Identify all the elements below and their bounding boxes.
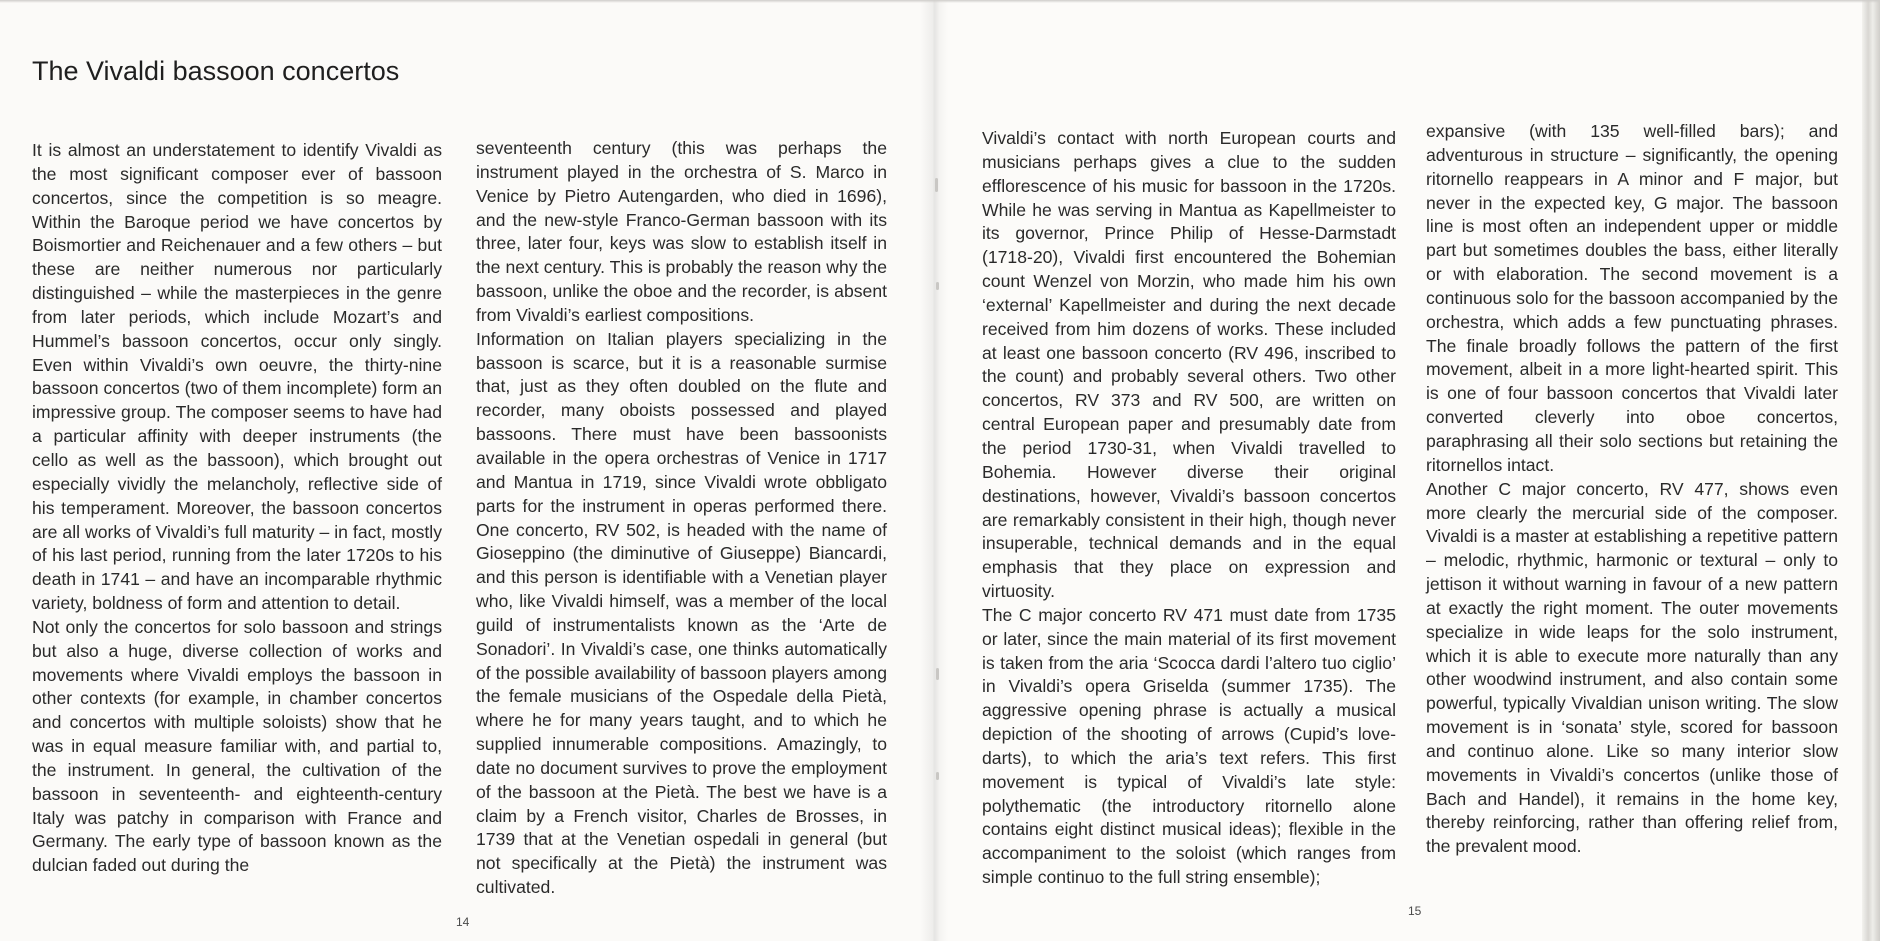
scan-mark — [935, 178, 938, 192]
paragraph: It is almost an understatement to identify Vivaldi as the most significant composer ever of bassoon concertos, since the competition is so meagre. Within the Baroque period we have concertos by Boismortier and Reichenauer and a few others – but these are neither numerous nor particularly distinguished – while the masterpieces in the genre from later periods, which include Mozart’s and Hummel’s bassoon concertos, occur only singly. Even within Vivaldi’s own oeuvre, the thirty-nine bassoon concertos (two of them incomplete) form an impressive group. The composer seems to have had a particular affinity with deeper instruments (the cello as well as the bassoon), which brought out especially vividly the melancholy, reflective side of his temperament. Moreover, the bassoon concertos are all works of Vivaldi’s full maturity – in fact, mostly of his last period, running from the later 1720s to his death in 1741 – and have an incomparable rhythmic variety, boldness of form and attention to detail. — [32, 140, 442, 614]
book-spine — [920, 0, 948, 941]
column-3 — [982, 127, 1396, 890]
column-1 — [32, 139, 442, 878]
column-4 — [1426, 120, 1838, 859]
page-number-right: 15 — [1408, 904, 1422, 918]
top-edge — [0, 0, 1880, 3]
paragraph: Another C major concerto, RV 477, shows even more clearly the mercurial side of the composer. Vivaldi is a master at establishing a repetitive pattern – melodic, rhythmic, harmonic or textural – only to jettison it without warning in favour of a new pattern at exactly the right moment. The outer movements specialize in wide leaps for the solo instrument, which it is able to execute more naturally than any other woodwind instrument, and also contain some powerful, typically Vivaldian unison writing. The slow movement is in ‘sonata’ style, scored for bassoon and continuo alone. Like so many interior slow movements in Vivaldi’s concertos (unlike those of Bach and Handel), it remains in the home key, thereby reinforcing, rather than offering relief from, the prevalent mood. — [1426, 478, 1838, 857]
scan-mark — [936, 668, 939, 680]
article-title: The Vivaldi bassoon concertos — [32, 56, 400, 86]
paragraph: Vivaldi’s contact with north European courts and musicians perhaps gives a clue to the sudden efflorescence of his music for bassoon in the 1720s. While he was serving in Mantua as Kapellmeister to its governor, Prince Philip of Hesse-Darmstadt (1718-20), Vivaldi first encountered the Bohemian count Wenzel von Morzin, who made him his own ‘external’ Kapellmeister and during the next decade received from him dozens of works. These included at least one bassoon concerto (RV 496, inscribed to the count) and probably several others. Two other concertos, RV 373 and RV 500, are written on central European paper and presumably date from the period 1730-31, when Vivaldi travelled to Bohemia. However diverse their original destinations, however, Vivaldi’s bassoon concertos are remarkably consistent in their high, though never insuperable, technical demands and in the equal emphasis that they place on expression and virtuosity. — [982, 128, 1396, 602]
paragraph: The C major concerto RV 471 must date from 1735 or later, since the main material of its first movement is taken from the aria ‘Scocca dardi l’altero tuo ciglio’ in Vivaldi’s opera Griselda (summer 1735). The aggressive opening phrase is actually a musical depiction of the shooting of arrows (Cupid’s love-darts), to which the aria’s text refers. This first movement is typical of Vivaldi’s late style: polythematic (the introductory ritornello alone contains eight distinct musical ideas); flexible in the accompaniment to the soloist (which ranges from simple continuo to the full string ensemble); — [982, 604, 1396, 888]
page-edge — [1862, 0, 1880, 941]
paragraph: Information on Italian players specializing in the bassoon is scarce, but it is a reasonable surmise that, just as they often doubled on the flute and recorder, many oboists possessed and played bassoons. There must have been bassoonists available in the opera orchestras of Venice in 1717 and Mantua in 1719, since Vivaldi wrote obbligato parts for the instrument in operas performed there. One concerto, RV 502, is headed with the name of Gioseppino (the diminutive of Giuseppe) Biancardi, and this person is identifiable with a Venetian player who, like Vivaldi himself, was a member of the local guild of instrumentalists known as the ‘Arte de Sonadori’. In Vivaldi’s case, one thinks automatically of the possible availability of bassoon players among the female musicians of the Ospedale della Pietà, where he for many years taught, and to which he supplied innumerable compositions. Amazingly, to date no document survives to prove the employment of the bassoon at the Pietà. The best we have is a claim by a French visitor, Charles de Brosses, in 1739 that at the Venetian ospedali in general (but not specifically at the Pietà) the instrument was cultivated. — [476, 328, 887, 898]
paragraph: expansive (with 135 well-filled bars); and adventurous in structure – significantly, the opening ritornello reappears in A minor and F major, but never in the expected key, G major. The bassoon line is most often an independent upper or middle part but sometimes doubles the bass, either literally or with elaboration. The second movement is a continuous solo for the bassoon accompanied by the orchestra, which adds a few punctuating phrases. The finale broadly follows the pattern of the first movement, albeit in a more light-hearted spirit. This is one of four bassoon concertos that Vivaldi later converted cleverly into oboe concertos, paraphrasing all their solo sections but retaining the ritornellos intact. — [1426, 121, 1838, 475]
scan-mark — [936, 282, 939, 290]
paragraph: seventeenth century (this was perhaps the instrument played in the orchestra of S. Marco in Venice by Pietro Autengarden, who died in 1696), and the new-style Franco-German bassoon with its three, later four, keys was slow to establish itself in the next century. This is probably the reason why the bassoon, unlike the oboe and the recorder, is absent from Vivaldi’s earliest compositions. — [476, 138, 887, 325]
page-number-left: 14 — [456, 915, 470, 929]
scan-mark — [936, 772, 939, 780]
column-2 — [476, 137, 887, 900]
paragraph: Not only the concertos for solo bassoon and strings but also a huge, diverse collection of works and movements where Vivaldi employs the bassoon in other contexts (for example, in chamber concertos and concertos with multiple soloists) show that he was in equal measure familiar with, and partial to, the instrument. In general, the cultivation of the bassoon in seventeenth- and eighteenth-century Italy was patchy in comparison with France and Germany. The early type of bassoon known as the dulcian faded out during the — [32, 616, 442, 876]
